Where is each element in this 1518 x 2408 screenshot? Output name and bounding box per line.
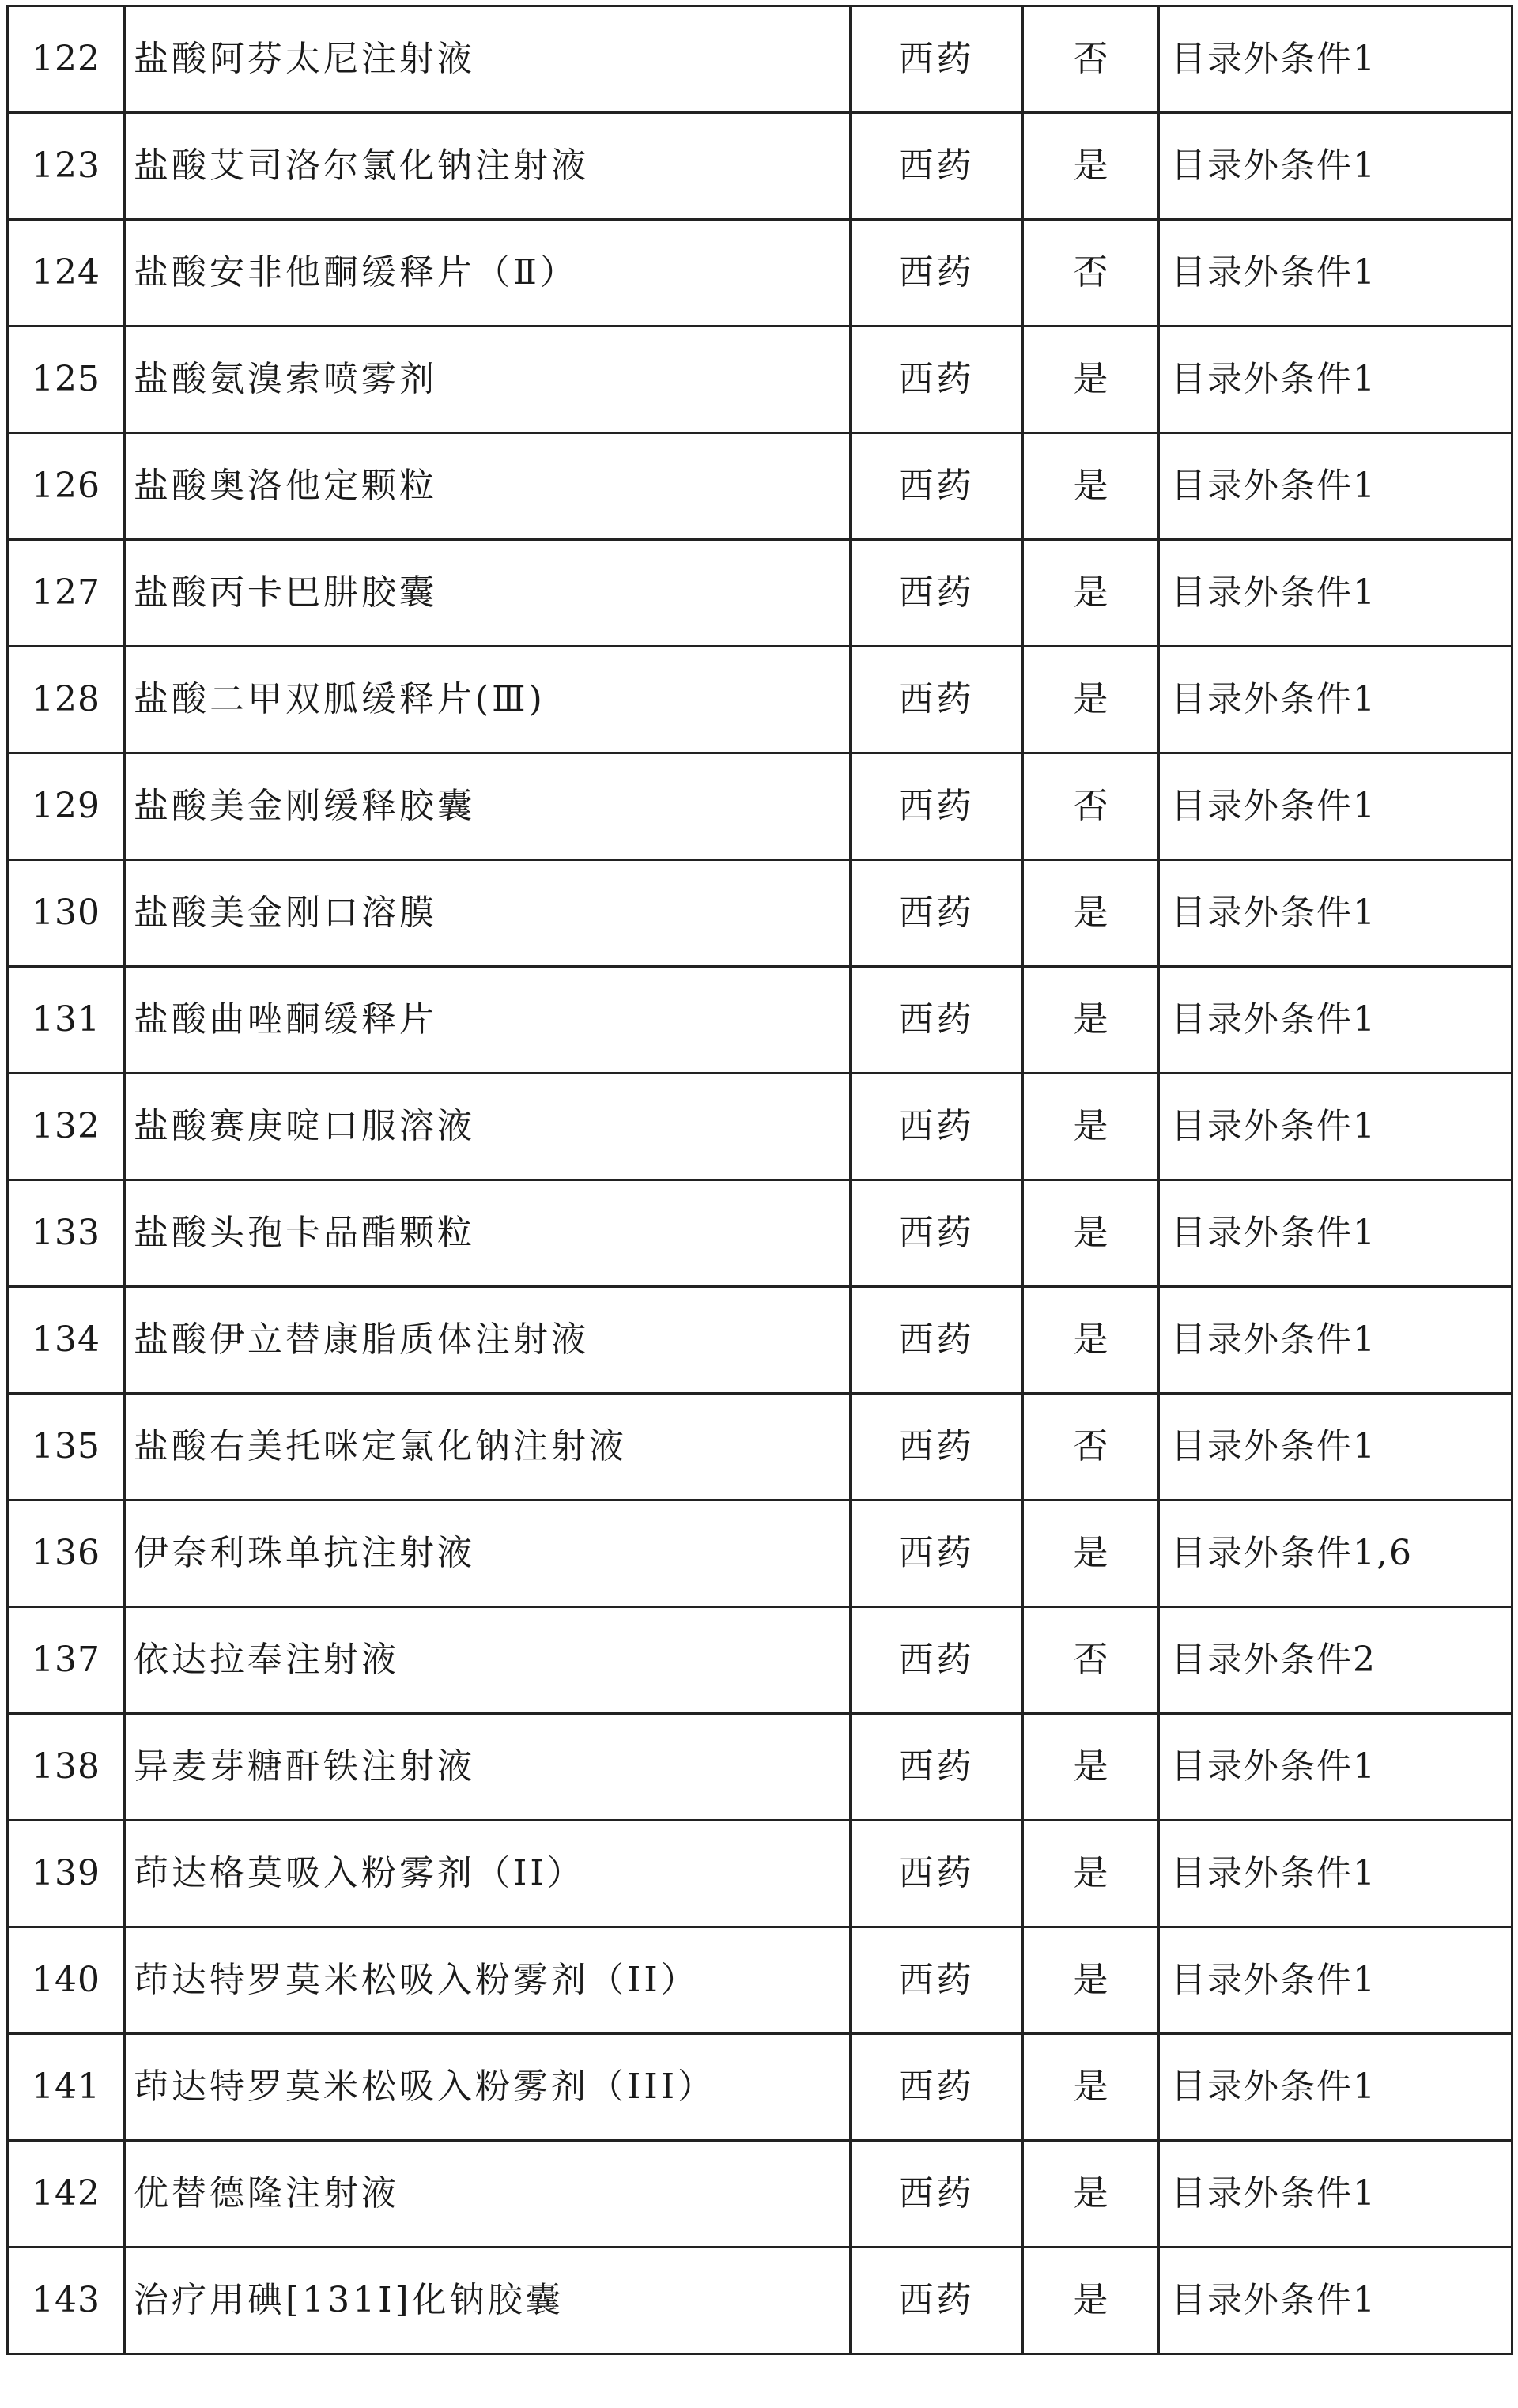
yes-no-cell: 是 — [1023, 1500, 1159, 1607]
yes-no-cell: 是 — [1023, 860, 1159, 967]
condition-cell: 目录外条件1 — [1159, 326, 1512, 433]
drug-name-cell: 依达拉奉注射液 — [125, 1607, 851, 1714]
drug-name-cell: 盐酸艾司洛尔氯化钠注射液 — [125, 113, 851, 220]
drug-type-cell: 西药 — [851, 433, 1023, 540]
yes-no-cell: 否 — [1023, 1607, 1159, 1714]
table-row — [8, 1821, 1512, 1927]
drug-name-cell: 盐酸赛庚啶口服溶液 — [125, 1074, 851, 1180]
yes-no-cell: 是 — [1023, 540, 1159, 647]
yes-no-cell: 是 — [1023, 1180, 1159, 1287]
condition-cell: 目录外条件1 — [1159, 647, 1512, 753]
drug-name-cell: 盐酸氨溴索喷雾剂 — [125, 326, 851, 433]
condition-cell: 目录外条件1 — [1159, 540, 1512, 647]
drug-name-cell: 盐酸丙卡巴肼胶囊 — [125, 540, 851, 647]
drug-name-cell: 盐酸阿芬太尼注射液 — [125, 6, 851, 113]
drug-type-cell: 西药 — [851, 6, 1023, 113]
drug-name-cell: 盐酸美金刚口溶膜 — [125, 860, 851, 967]
row-number-cell: 130 — [8, 860, 125, 967]
drug-name-cell: 盐酸头孢卡品酯颗粒 — [125, 1180, 851, 1287]
drug-type-cell: 西药 — [851, 220, 1023, 326]
row-number-cell: 139 — [8, 1821, 125, 1927]
drug-name-cell: 治疗用碘[131I]化钠胶囊 — [125, 2248, 851, 2354]
drug-type-cell: 西药 — [851, 1927, 1023, 2034]
condition-cell: 目录外条件1 — [1159, 1927, 1512, 2034]
drug-name-cell: 盐酸二甲双胍缓释片(Ⅲ) — [125, 647, 851, 753]
drug-name-cell: 异麦芽糖酐铁注射液 — [125, 1714, 851, 1821]
drug-type-cell: 西药 — [851, 326, 1023, 433]
table-row — [8, 1500, 1512, 1607]
table-row — [8, 220, 1512, 326]
drug-type-cell: 西药 — [851, 860, 1023, 967]
drug-name-cell: 茚达特罗莫米松吸入粉雾剂（II） — [125, 1927, 851, 2034]
table-row — [8, 1074, 1512, 1180]
yes-no-cell: 是 — [1023, 1074, 1159, 1180]
condition-cell: 目录外条件1 — [1159, 1821, 1512, 1927]
yes-no-cell: 是 — [1023, 326, 1159, 433]
row-number-cell: 131 — [8, 967, 125, 1074]
yes-no-cell: 否 — [1023, 1394, 1159, 1500]
drug-type-cell: 西药 — [851, 113, 1023, 220]
row-number-cell: 123 — [8, 113, 125, 220]
drug-name-cell: 茚达特罗莫米松吸入粉雾剂（III） — [125, 2034, 851, 2141]
drug-type-cell: 西药 — [851, 1287, 1023, 1394]
condition-cell: 目录外条件1 — [1159, 433, 1512, 540]
drug-type-cell: 西药 — [851, 2248, 1023, 2354]
row-number-cell: 122 — [8, 6, 125, 113]
table-row — [8, 647, 1512, 753]
condition-cell: 目录外条件1 — [1159, 753, 1512, 860]
drug-type-cell: 西药 — [851, 1714, 1023, 1821]
drug-type-cell: 西药 — [851, 540, 1023, 647]
row-number-cell: 124 — [8, 220, 125, 326]
row-number-cell: 136 — [8, 1500, 125, 1607]
table-row — [8, 113, 1512, 220]
condition-cell: 目录外条件1 — [1159, 113, 1512, 220]
drug-type-cell: 西药 — [851, 1821, 1023, 1927]
condition-cell: 目录外条件2 — [1159, 1607, 1512, 1714]
drug-type-cell: 西药 — [851, 1500, 1023, 1607]
table-row — [8, 1180, 1512, 1287]
table-row — [8, 967, 1512, 1074]
drug-name-cell: 茚达格莫吸入粉雾剂（II） — [125, 1821, 851, 1927]
yes-no-cell: 是 — [1023, 647, 1159, 753]
table-row — [8, 2034, 1512, 2141]
yes-no-cell: 是 — [1023, 433, 1159, 540]
drug-name-cell: 伊奈利珠单抗注射液 — [125, 1500, 851, 1607]
yes-no-cell: 是 — [1023, 1927, 1159, 2034]
table-row — [8, 6, 1512, 113]
drug-name-cell: 盐酸曲唑酮缓释片 — [125, 967, 851, 1074]
condition-cell: 目录外条件1 — [1159, 967, 1512, 1074]
drug-type-cell: 西药 — [851, 967, 1023, 1074]
table-row — [8, 540, 1512, 647]
condition-cell: 目录外条件1 — [1159, 2141, 1512, 2248]
table-row — [8, 753, 1512, 860]
row-number-cell: 138 — [8, 1714, 125, 1821]
table-row — [8, 326, 1512, 433]
row-number-cell: 137 — [8, 1607, 125, 1714]
yes-no-cell: 否 — [1023, 6, 1159, 113]
drug-type-cell: 西药 — [851, 1607, 1023, 1714]
condition-cell: 目录外条件1 — [1159, 1287, 1512, 1394]
row-number-cell: 140 — [8, 1927, 125, 2034]
condition-cell: 目录外条件1 — [1159, 1074, 1512, 1180]
drug-list-body — [8, 6, 1512, 2354]
yes-no-cell: 是 — [1023, 1287, 1159, 1394]
row-number-cell: 133 — [8, 1180, 125, 1287]
drug-type-cell: 西药 — [851, 2141, 1023, 2248]
drug-list-table — [6, 5, 1513, 2355]
table-row — [8, 1607, 1512, 1714]
condition-cell: 目录外条件1 — [1159, 2248, 1512, 2354]
table-row — [8, 2248, 1512, 2354]
drug-name-cell: 优替德隆注射液 — [125, 2141, 851, 2248]
drug-type-cell: 西药 — [851, 2034, 1023, 2141]
table-row — [8, 1287, 1512, 1394]
table-row — [8, 1927, 1512, 2034]
table-row — [8, 433, 1512, 540]
yes-no-cell: 是 — [1023, 2034, 1159, 2141]
yes-no-cell: 是 — [1023, 967, 1159, 1074]
drug-name-cell: 盐酸右美托咪定氯化钠注射液 — [125, 1394, 851, 1500]
row-number-cell: 129 — [8, 753, 125, 860]
condition-cell: 目录外条件1,6 — [1159, 1500, 1512, 1607]
row-number-cell: 134 — [8, 1287, 125, 1394]
yes-no-cell: 是 — [1023, 1821, 1159, 1927]
condition-cell: 目录外条件1 — [1159, 860, 1512, 967]
drug-name-cell: 盐酸伊立替康脂质体注射液 — [125, 1287, 851, 1394]
row-number-cell: 143 — [8, 2248, 125, 2354]
yes-no-cell: 否 — [1023, 220, 1159, 326]
condition-cell: 目录外条件1 — [1159, 1180, 1512, 1287]
yes-no-cell: 是 — [1023, 113, 1159, 220]
yes-no-cell: 是 — [1023, 1714, 1159, 1821]
yes-no-cell: 否 — [1023, 753, 1159, 860]
row-number-cell: 135 — [8, 1394, 125, 1500]
row-number-cell: 128 — [8, 647, 125, 753]
row-number-cell: 127 — [8, 540, 125, 647]
condition-cell: 目录外条件1 — [1159, 1714, 1512, 1821]
row-number-cell: 141 — [8, 2034, 125, 2141]
condition-cell: 目录外条件1 — [1159, 2034, 1512, 2141]
drug-type-cell: 西药 — [851, 647, 1023, 753]
condition-cell: 目录外条件1 — [1159, 6, 1512, 113]
drug-type-cell: 西药 — [851, 1180, 1023, 1287]
row-number-cell: 125 — [8, 326, 125, 433]
table-row — [8, 1394, 1512, 1500]
drug-type-cell: 西药 — [851, 753, 1023, 860]
condition-cell: 目录外条件1 — [1159, 220, 1512, 326]
yes-no-cell: 是 — [1023, 2141, 1159, 2248]
table-row — [8, 1714, 1512, 1821]
row-number-cell: 126 — [8, 433, 125, 540]
drug-name-cell: 盐酸奥洛他定颗粒 — [125, 433, 851, 540]
row-number-cell: 132 — [8, 1074, 125, 1180]
drug-name-cell: 盐酸美金刚缓释胶囊 — [125, 753, 851, 860]
drug-type-cell: 西药 — [851, 1074, 1023, 1180]
row-number-cell: 142 — [8, 2141, 125, 2248]
table-row — [8, 860, 1512, 967]
condition-cell: 目录外条件1 — [1159, 1394, 1512, 1500]
drug-name-cell: 盐酸安非他酮缓释片（Ⅱ） — [125, 220, 851, 326]
table-row — [8, 2141, 1512, 2248]
drug-type-cell: 西药 — [851, 1394, 1023, 1500]
yes-no-cell: 是 — [1023, 2248, 1159, 2354]
